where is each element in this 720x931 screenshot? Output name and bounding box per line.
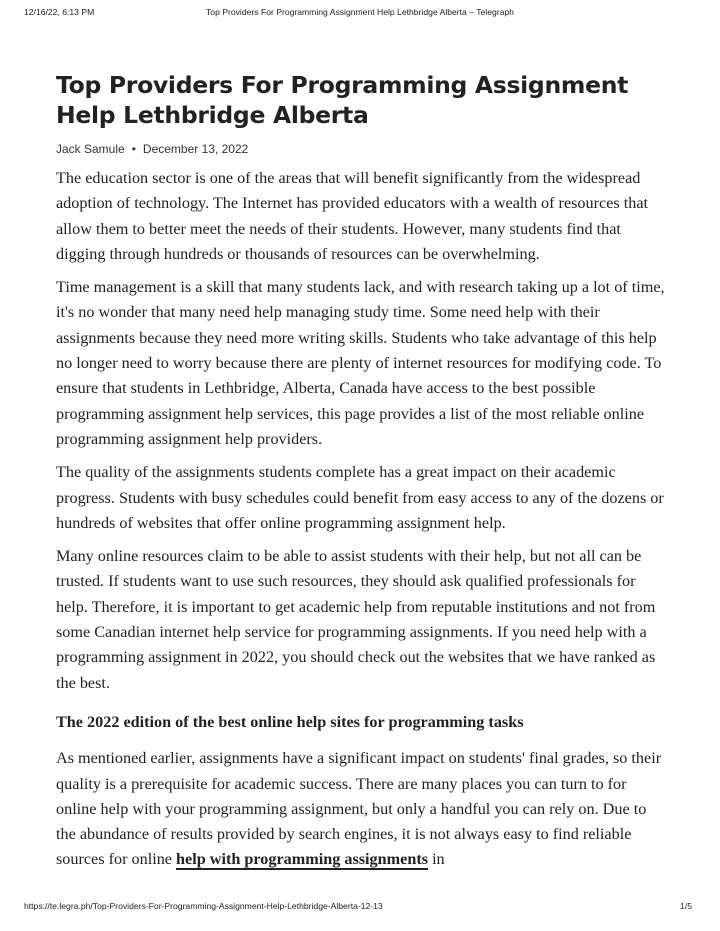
print-datetime: 12/16/22, 6:13 PM bbox=[24, 7, 95, 17]
paragraph bbox=[56, 746, 668, 872]
author-name: Jack Samule bbox=[56, 142, 125, 156]
print-footer bbox=[0, 901, 720, 915]
programming-help-link[interactable]: help with programming assignments bbox=[176, 850, 429, 869]
section-subheading: The 2022 edition of the best online help sites for programming tasks bbox=[56, 712, 524, 731]
article-body bbox=[56, 166, 668, 873]
print-url: https://te.legra.ph/Top-Providers-For-Programming-Assignment-Help-Lethbridge-Alberta-12-13 bbox=[24, 901, 383, 911]
publish-date: December 13, 2022 bbox=[142, 142, 249, 156]
paragraph-text-continued: in bbox=[428, 850, 445, 869]
paragraph-text: As mentioned earlier, assignments have a significant impact on students' final grades, so their quality is a prerequisite for academic success. There are many places you can turn to for online help with your programming assignment, but only a handful you can rely on. Due to the abundance of results provided by search engines, it is not always easy to find reliable sources for online bbox=[56, 749, 662, 869]
print-header bbox=[0, 7, 720, 21]
print-page-title: Top Providers For Programming Assignment Help Lethbridge Alberta – Telegraph bbox=[206, 7, 514, 17]
paragraph: Many online resources claim to be able to assist students with their help, but not all can be trusted. If students want to use such resources, they should ask qualified professionals for help. Therefore, it is important to get academic help from reputable institutions and not from some Canadian internet help service for programming assignments. If you need help with a programming assignment in 2022, you should check out the websites that we have ranked as the best. bbox=[56, 547, 656, 692]
byline bbox=[56, 141, 668, 157]
page-number: 1/5 bbox=[680, 901, 692, 911]
paragraph: The education sector is one of the areas that will benefit significantly from the widespread adoption of technology. The Internet has provided educators with a wealth of resources that allow them to better meet the needs of their students. However, many students find that digging through hundreds or thousands of resources can be overwhelming. bbox=[56, 169, 649, 263]
paragraph: The quality of the assignments students complete has a great impact on their academic progress. Students with busy schedules could benefit from easy access to any of the dozens or hundreds of websites that offer online programming assignment help. bbox=[56, 463, 664, 532]
byline-separator: • bbox=[131, 142, 136, 156]
paragraph: Time management is a skill that many students lack, and with research taking up a lot of time, it's no wonder that many need help managing study time. Some need help with their assignments because they need more writing skills. Students who take advantage of this help no longer need to worry because there are plenty of internet resources for modifying code. To ensure that students in Lethbridge, Alberta, Canada have access to the best possible programming assignment help services, this page provides a list of the most reliable online programming assignment help providers. bbox=[56, 278, 665, 448]
article bbox=[56, 70, 668, 881]
article-title: Top Providers For Programming Assignment Help Lethbridge Alberta bbox=[56, 71, 629, 129]
